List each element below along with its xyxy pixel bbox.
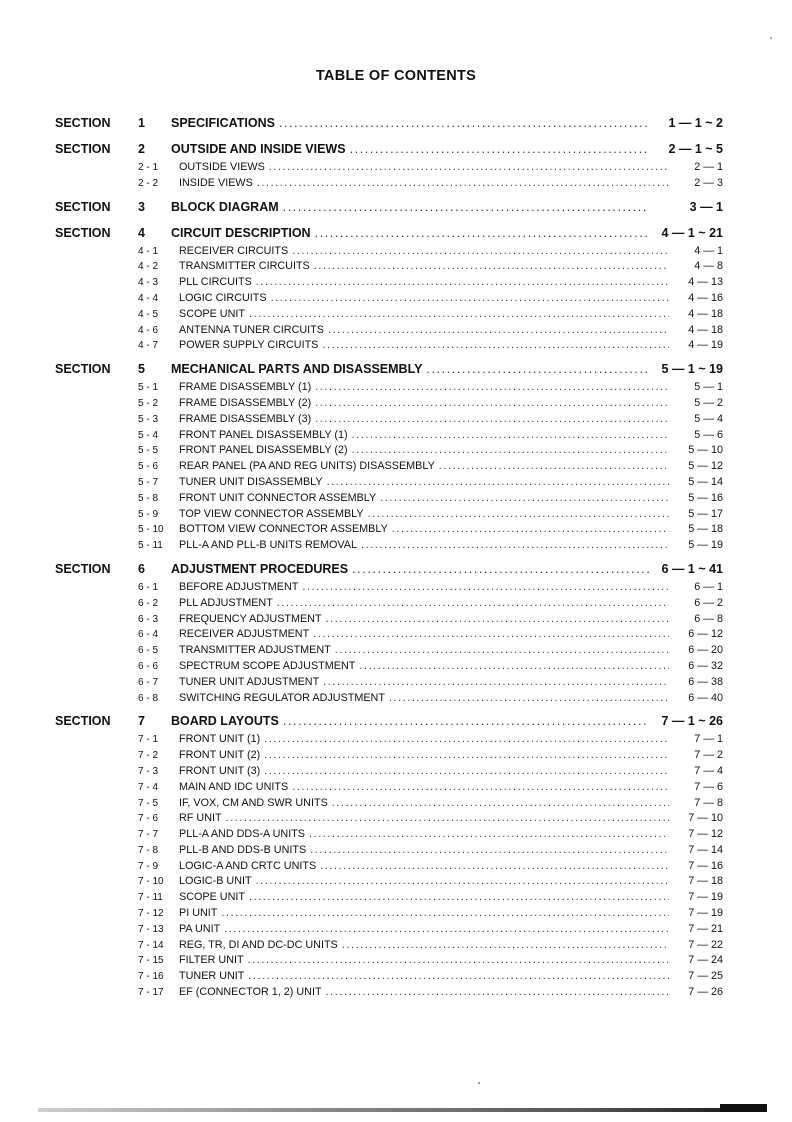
subsection-number: 5 - 1: [138, 382, 159, 394]
subsection-page: 7 — 19: [688, 891, 723, 904]
subsection-number: 4 - 1: [138, 245, 159, 257]
dot-leader: [332, 797, 669, 809]
section-number: 2: [138, 142, 145, 156]
dot-leader: [226, 812, 669, 824]
subsection-number: 5 - 2: [138, 397, 159, 409]
dot-leader: [248, 970, 669, 982]
dot-leader: [380, 492, 669, 504]
subsection-row[interactable]: [55, 781, 723, 797]
subsection-page: 6 — 20: [688, 644, 723, 657]
dot-leader: [269, 161, 669, 173]
section-row[interactable]: [55, 362, 723, 381]
subsection-number: 6 - 4: [138, 629, 159, 641]
dot-leader: [326, 613, 669, 625]
dot-leader: [439, 460, 669, 472]
dot-leader: [389, 692, 669, 704]
subsection-number: 5 - 9: [138, 508, 159, 520]
subsection-page: 4 — 16: [688, 291, 723, 304]
subsection-page: 5 — 19: [688, 539, 723, 552]
subsection-page: 6 — 40: [688, 691, 723, 704]
subsection-title: LOGIC-A AND CRTC UNITS: [179, 859, 317, 872]
subsection-title: RECEIVER ADJUSTMENT: [179, 628, 310, 641]
subsection-title: FRONT UNIT (3): [179, 764, 261, 777]
section-page: 7 — 1 ~ 26: [661, 714, 723, 729]
subsection-title: SCOPE UNIT: [179, 307, 245, 320]
subsection-row[interactable]: [55, 692, 723, 708]
dot-leader: [256, 875, 669, 887]
subsection-page: 6 — 2: [694, 596, 723, 609]
section-label: SECTION: [55, 142, 111, 156]
subsection-page: 5 — 16: [688, 491, 723, 504]
subsection-row[interactable]: [55, 891, 723, 907]
subsection-page: 7 — 26: [688, 986, 723, 999]
subsection-page: 7 — 8: [694, 796, 723, 809]
dot-leader: [326, 986, 669, 998]
subsection-number: 7 - 17: [138, 987, 164, 999]
subsection-number: 5 - 8: [138, 492, 159, 504]
subsection-number: 5 - 3: [138, 413, 159, 425]
subsection-title: FRONT UNIT (2): [179, 749, 261, 762]
subsection-number: 5 - 5: [138, 445, 159, 457]
subsection-title: LOGIC-B UNIT: [179, 875, 252, 888]
subsection-row[interactable]: [55, 460, 723, 476]
subsection-row[interactable]: [55, 381, 723, 397]
section-row[interactable]: [55, 142, 723, 161]
subsection-row[interactable]: [55, 660, 723, 676]
subsection-title: TUNER UNIT ADJUSTMENT: [179, 675, 320, 688]
subsection-page: 6 — 38: [688, 675, 723, 688]
subsection-title: FILTER UNIT: [179, 954, 244, 967]
subsection-title: SPECTRUM SCOPE ADJUSTMENT: [179, 659, 356, 672]
subsection-title: REAR PANEL (PA AND REG UNITS) DISASSEMBLY: [179, 460, 435, 473]
subsection-row[interactable]: [55, 161, 723, 177]
subsection-title: PLL CIRCUITS: [179, 276, 252, 289]
subsection-row[interactable]: [55, 733, 723, 749]
subsection-number: 2 - 1: [138, 162, 159, 173]
dot-leader: [352, 429, 669, 441]
section-number: 7: [138, 714, 145, 729]
section-number: 4: [138, 225, 145, 240]
subsection-number: 7 - 16: [138, 971, 164, 983]
section-title: MECHANICAL PARTS AND DISASSEMBLY: [171, 362, 423, 377]
subsection-number: 7 - 4: [138, 781, 159, 793]
subsection-number: 6 - 2: [138, 597, 159, 609]
subsection-title: TUNER UNIT DISASSEMBLY: [179, 475, 323, 488]
subsection-row[interactable]: [55, 308, 723, 324]
dot-leader: [283, 200, 649, 214]
subsection-number: 7 - 7: [138, 829, 159, 841]
subsection-title: BEFORE ADJUSTMENT: [179, 580, 299, 593]
subsection-number: 5 - 4: [138, 429, 159, 441]
subsection-page: 5 — 12: [688, 460, 723, 473]
dot-leader: [257, 177, 669, 189]
dot-leader: [328, 324, 669, 336]
subsection-page: 5 — 14: [688, 475, 723, 488]
subsection-title: FREQUENCY ADJUSTMENT: [179, 612, 322, 625]
subsection-page: 7 — 16: [688, 859, 723, 872]
subsection-title: FRONT UNIT (1): [179, 733, 261, 746]
subsection-row[interactable]: [55, 581, 723, 597]
section-title: ADJUSTMENT PROCEDURES: [171, 561, 349, 576]
section-label: SECTION: [55, 199, 111, 214]
subsection-row[interactable]: [55, 875, 723, 891]
subsection-number: 7 - 9: [138, 860, 159, 872]
subsection-page: 7 — 14: [688, 843, 723, 856]
subsection-title: BOTTOM VIEW CONNECTOR ASSEMBLY: [179, 523, 388, 536]
subsection-title: IF, VOX, CM AND SWR UNITS: [179, 796, 328, 809]
subsection-page: 7 — 2: [694, 749, 723, 762]
subsection-page: 6 — 32: [688, 659, 723, 672]
subsection-title: PLL-A AND DDS-A UNITS: [179, 828, 305, 841]
subsection-row[interactable]: [55, 260, 723, 276]
subsection-row[interactable]: [55, 444, 723, 460]
subsection-title: TRANSMITTER CIRCUITS: [179, 260, 310, 273]
section-title: SPECIFICATIONS: [171, 116, 275, 130]
dot-leader: [426, 362, 649, 376]
subsection-row[interactable]: [55, 177, 723, 193]
subsection-title: INSIDE VIEWS: [179, 176, 253, 189]
subsection-row[interactable]: [55, 413, 723, 429]
subsection-title: FRAME DISASSEMBLY (3): [179, 412, 312, 425]
subsection-number: 7 - 5: [138, 797, 159, 809]
dot-leader: [313, 628, 669, 640]
dot-leader: [342, 939, 669, 951]
subsection-number: 4 - 4: [138, 292, 159, 304]
subsection-page: 4 — 18: [688, 307, 723, 320]
subsection-row[interactable]: [55, 508, 723, 524]
subsection-number: 7 - 15: [138, 955, 164, 967]
subsection-number: 4 - 5: [138, 308, 159, 320]
subsection-row[interactable]: [55, 429, 723, 445]
subsection-page: 2 — 3: [694, 176, 723, 189]
subsection-number: 7 - 13: [138, 923, 164, 935]
subsection-page: 5 — 2: [694, 396, 723, 409]
table-of-contents: [55, 116, 723, 1002]
section-label: SECTION: [55, 116, 111, 130]
subsection-title: PLL ADJUSTMENT: [179, 596, 273, 609]
dot-leader: [350, 142, 649, 156]
subsection-number: 7 - 12: [138, 908, 164, 920]
subsection-number: 7 - 11: [138, 892, 163, 904]
subsection-number: 5 - 6: [138, 461, 159, 473]
subsection-title: PI UNIT: [179, 907, 218, 920]
subsection-row[interactable]: [55, 339, 723, 355]
dot-leader: [264, 765, 669, 777]
section-page: 4 — 1 ~ 21: [661, 225, 723, 240]
subsection-row[interactable]: [55, 749, 723, 765]
section-number: 1: [138, 116, 145, 130]
section-number: 3: [138, 199, 145, 214]
dot-leader: [292, 781, 669, 793]
section-label: SECTION: [55, 714, 111, 729]
section-label: SECTION: [55, 561, 111, 576]
subsection-title: FRAME DISASSEMBLY (2): [179, 396, 312, 409]
dot-leader: [322, 339, 669, 351]
subsection-number: 7 - 14: [138, 939, 164, 951]
subsection-number: 7 - 1: [138, 734, 159, 746]
dot-leader: [292, 245, 669, 257]
section-page: 1 — 1 ~ 2: [668, 116, 723, 130]
subsection-number: 6 - 6: [138, 660, 159, 672]
dot-leader: [221, 907, 669, 919]
speck: [478, 1082, 480, 1084]
subsection-row[interactable]: [55, 797, 723, 813]
dot-leader: [368, 508, 669, 520]
subsection-row[interactable]: [55, 812, 723, 828]
subsection-row[interactable]: [55, 986, 723, 1002]
section-row[interactable]: [55, 226, 723, 245]
dot-leader: [315, 397, 669, 409]
subsection-page: 4 — 19: [688, 339, 723, 352]
subsection-page: 5 — 17: [688, 507, 723, 520]
dot-leader: [323, 676, 669, 688]
section-title: BOARD LAYOUTS: [171, 714, 279, 729]
subsection-title: MAIN AND IDC UNITS: [179, 780, 289, 793]
subsection-row[interactable]: [55, 492, 723, 508]
section-row[interactable]: [55, 116, 723, 135]
subsection-number: 4 - 3: [138, 277, 159, 289]
dot-leader: [315, 413, 669, 425]
dot-leader: [279, 116, 649, 130]
section-page: 3 — 1: [689, 199, 723, 214]
subsection-page: 7 — 21: [688, 922, 723, 935]
subsection-row[interactable]: [55, 828, 723, 844]
subsection-page: 5 — 6: [694, 428, 723, 441]
bottom-rule: [38, 1108, 767, 1112]
subsection-row[interactable]: [55, 628, 723, 644]
section-title: CIRCUIT DESCRIPTION: [171, 225, 311, 240]
section-title: OUTSIDE AND INSIDE VIEWS: [171, 142, 346, 156]
dot-leader: [249, 308, 669, 320]
subsection-page: 7 — 19: [688, 907, 723, 920]
subsection-row[interactable]: [55, 676, 723, 692]
subsection-row[interactable]: [55, 644, 723, 660]
subsection-page: 7 — 12: [688, 828, 723, 841]
section-row[interactable]: [55, 714, 723, 733]
section-label: SECTION: [55, 362, 111, 377]
subsection-page: 2 — 1: [694, 161, 723, 173]
subsection-page: 7 — 4: [694, 764, 723, 777]
dot-leader: [224, 923, 669, 935]
subsection-row[interactable]: [55, 324, 723, 340]
subsection-number: 7 - 6: [138, 813, 159, 825]
subsection-row[interactable]: [55, 597, 723, 613]
dot-leader: [264, 749, 669, 761]
corner-mark: ': [770, 36, 772, 47]
subsection-number: 5 - 11: [138, 540, 163, 552]
subsection-number: 7 - 3: [138, 765, 159, 777]
subsection-page: 6 — 1: [694, 580, 723, 593]
dot-leader: [327, 476, 669, 488]
subsection-number: 7 - 8: [138, 844, 159, 856]
dot-leader: [310, 844, 669, 856]
subsection-row[interactable]: [55, 476, 723, 492]
page-title: TABLE OF CONTENTS: [315, 68, 477, 84]
subsection-title: SCOPE UNIT: [179, 891, 245, 904]
subsection-page: 4 — 13: [688, 276, 723, 289]
subsection-page: 6 — 12: [688, 628, 723, 641]
dot-leader: [249, 891, 669, 903]
subsection-title: TRANSMITTER ADJUSTMENT: [179, 644, 331, 657]
subsection-title: OUTSIDE VIEWS: [179, 161, 265, 173]
subsection-title: EF (CONNECTOR 1, 2) UNIT: [179, 986, 322, 999]
dot-leader: [361, 539, 669, 551]
subsection-title: FRONT PANEL DISASSEMBLY (1): [179, 428, 348, 441]
dot-leader: [314, 260, 669, 272]
subsection-page: 5 — 18: [688, 523, 723, 536]
dot-leader: [352, 562, 649, 576]
section-page: 5 — 1 ~ 19: [661, 362, 723, 377]
subsection-title: FRAME DISASSEMBLY (1): [179, 381, 312, 394]
subsection-number: 2 - 2: [138, 177, 159, 189]
subsection-page: 7 — 1: [694, 733, 723, 746]
subsection-row[interactable]: [55, 292, 723, 308]
subsection-number: 6 - 3: [138, 613, 159, 625]
subsection-title: ANTENNA TUNER CIRCUITS: [179, 323, 324, 336]
dot-leader: [392, 523, 669, 535]
subsection-page: 7 — 10: [688, 812, 723, 825]
subsection-number: 5 - 7: [138, 476, 159, 488]
subsection-number: 7 - 10: [138, 876, 164, 888]
section-page: 6 — 1 ~ 41: [661, 561, 723, 576]
subsection-page: 7 — 18: [688, 875, 723, 888]
section-label: SECTION: [55, 225, 111, 240]
dot-leader: [271, 292, 669, 304]
subsection-row[interactable]: [55, 539, 723, 555]
subsection-number: 7 - 2: [138, 750, 159, 762]
subsection-title: FRONT UNIT CONNECTOR ASSEMBLY: [179, 491, 377, 504]
subsection-number: 5 - 10: [138, 524, 164, 536]
subsection-page: 4 — 1: [694, 244, 723, 257]
subsection-row[interactable]: [55, 923, 723, 939]
dot-leader: [352, 444, 669, 456]
subsection-page: 4 — 8: [694, 260, 723, 273]
subsection-number: 6 - 8: [138, 692, 159, 704]
subsection-page: 7 — 24: [688, 954, 723, 967]
dot-leader: [277, 597, 669, 609]
subsection-row[interactable]: [55, 954, 723, 970]
subsection-title: SWITCHING REGULATOR ADJUSTMENT: [179, 691, 385, 704]
subsection-row[interactable]: [55, 844, 723, 860]
dot-leader: [264, 733, 669, 745]
subsection-page: 7 — 25: [688, 970, 723, 983]
dot-leader: [315, 226, 649, 240]
subsection-row[interactable]: [55, 970, 723, 986]
subsection-page: 7 — 22: [688, 938, 723, 951]
dot-leader: [302, 581, 669, 593]
subsection-page: 7 — 6: [694, 780, 723, 793]
subsection-title: REG, TR, DI AND DC-DC UNITS: [179, 938, 338, 951]
subsection-title: PLL-A AND PLL-B UNITS REMOVAL: [179, 539, 358, 552]
section-row[interactable]: [55, 562, 723, 581]
subsection-number: 6 - 5: [138, 645, 159, 657]
subsection-number: 6 - 1: [138, 581, 159, 593]
dot-leader: [256, 276, 669, 288]
section-title: BLOCK DIAGRAM: [171, 199, 279, 214]
subsection-number: 4 - 7: [138, 340, 159, 352]
subsection-title: POWER SUPPLY CIRCUITS: [179, 339, 319, 352]
subsection-page: 5 — 1: [694, 381, 723, 394]
subsection-row[interactable]: [55, 397, 723, 413]
subsection-number: 4 - 2: [138, 261, 159, 273]
subsection-row[interactable]: [55, 613, 723, 629]
subsection-page: 6 — 8: [694, 612, 723, 625]
subsection-row[interactable]: [55, 523, 723, 539]
subsection-row[interactable]: [55, 860, 723, 876]
subsection-title: PLL-B AND DDS-B UNITS: [179, 843, 307, 856]
subsection-title: TUNER UNIT: [179, 970, 245, 983]
subsection-row[interactable]: [55, 276, 723, 292]
section-row[interactable]: [55, 200, 723, 219]
subsection-row[interactable]: [55, 939, 723, 955]
subsection-row[interactable]: [55, 907, 723, 923]
dot-leader: [320, 860, 669, 872]
subsection-number: 6 - 7: [138, 676, 159, 688]
dot-leader: [248, 954, 669, 966]
subsection-number: 4 - 6: [138, 324, 159, 336]
section-number: 6: [138, 561, 145, 576]
dot-leader: [359, 660, 669, 672]
subsection-page: 4 — 18: [688, 323, 723, 336]
subsection-title: LOGIC CIRCUITS: [179, 291, 267, 304]
dot-leader: [315, 381, 669, 393]
subsection-title: RF UNIT: [179, 812, 222, 825]
subsection-row[interactable]: [55, 245, 723, 261]
section-number: 5: [138, 362, 145, 377]
subsection-page: 5 — 4: [694, 412, 723, 425]
bottom-rule-end: [720, 1104, 767, 1112]
subsection-page: 5 — 10: [688, 444, 723, 457]
section-page: 2 — 1 ~ 5: [668, 142, 723, 156]
dot-leader: [335, 644, 669, 656]
subsection-row[interactable]: [55, 765, 723, 781]
dot-leader: [283, 714, 649, 728]
subsection-title: TOP VIEW CONNECTOR ASSEMBLY: [179, 507, 364, 520]
subsection-title: RECEIVER CIRCUITS: [179, 244, 289, 257]
subsection-title: PA UNIT: [179, 922, 221, 935]
dot-leader: [309, 828, 669, 840]
subsection-title: FRONT PANEL DISASSEMBLY (2): [179, 444, 348, 457]
